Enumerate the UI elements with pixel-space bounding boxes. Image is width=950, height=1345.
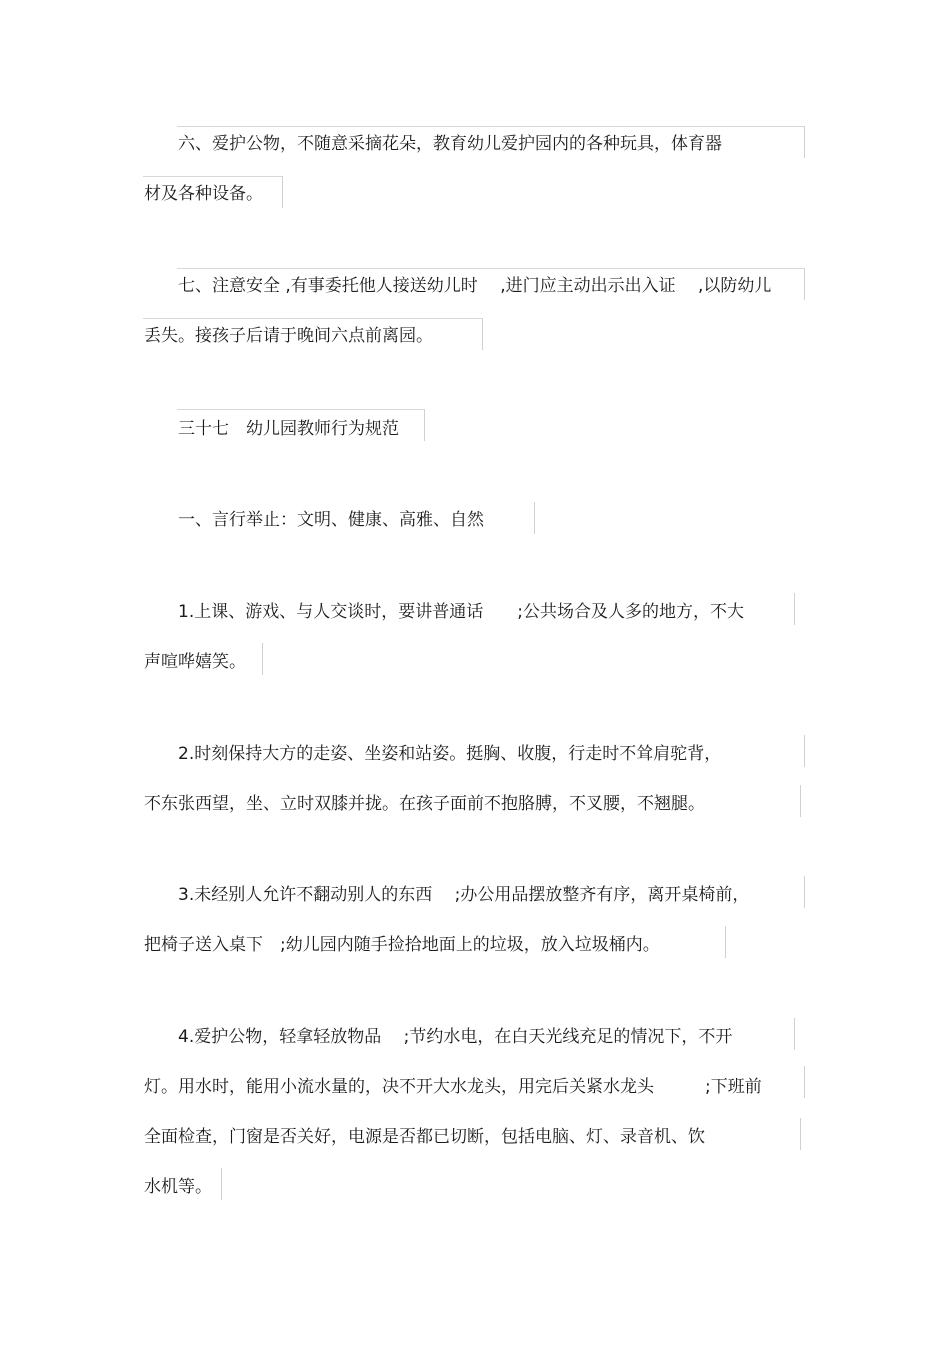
text-line-4: 丢失。接孩子后请于晚间六点前离园。 [144,326,433,346]
rule-v-1 [804,126,805,158]
rule-v-3 [804,268,805,300]
rule-h-3 [177,268,805,269]
subsection-heading: 一、言行举止：文明、健康、高雅、自然 [178,510,484,530]
text-line-12: 把椅子送入桌下 ;幼儿园内随手捡拾地面上的垃圾，放入垃圾桶内。 [144,935,660,955]
rule-v-4 [482,318,483,350]
rule-v-8 [262,643,263,675]
text-line-1: 六、爱护公物，不随意采摘花朵，教育幼儿爱护园内的各种玩具，体育器 [178,134,722,154]
text-line-3: 七、注意安全 ,有事委托他人接送幼儿时 ,进门应主动出示出入证 ,以防幼儿 [178,276,772,296]
text-line-16: 水机等。 [144,1177,212,1197]
rule-h-5 [177,409,425,410]
rule-h-1 [177,126,805,127]
text-line-15: 全面检查，门窗是否关好，电源是否都已切断，包括电脑、灯、录音机、饮 [144,1127,705,1147]
text-line-14: 灯。用水时，能用小流水量的，决不开大水龙头，用完后关紧水龙头 ;下班前 [144,1077,762,1097]
text-line-13: 4.爱护公物，轻拿轻放物品 ;节约水电，在白天光线充足的情况下，不开 [178,1027,733,1047]
rule-v-10 [800,785,801,817]
rule-v-15 [800,1118,801,1150]
rule-v-14 [804,1066,805,1098]
rule-v-5 [424,409,425,441]
text-line-7: 1.上课、游戏、与人交谈时，要讲普通话 ;公共场合及人多的地方，不大 [178,602,744,622]
rule-v-12 [725,926,726,958]
text-line-8: 声喧哗嬉笑。 [144,652,246,672]
rule-v-13 [794,1018,795,1050]
rule-v-9 [804,735,805,767]
text-line-10: 不东张西望，坐、立时双膝并拢。在孩子面前不抱胳膊，不叉腰，不翘腿。 [144,794,705,814]
text-line-11: 3.未经别人允许不翻动别人的东西 ;办公用品摆放整齐有序，离开桌椅前， [178,885,750,905]
rule-h-2 [143,176,283,177]
rule-v-16 [221,1168,222,1200]
rule-v-7 [794,593,795,625]
rule-h-4 [143,318,483,319]
rule-v-2 [282,176,283,208]
rule-v-6 [534,502,535,534]
rule-v-11 [804,876,805,908]
text-line-2: 材及各种设备。 [144,184,263,204]
section-heading: 三十七 幼儿园教师行为规范 [178,419,399,439]
text-line-9: 2.时刻保持大方的走姿、坐姿和站姿。挺胸、收腹，行走时不耸肩驼背， [178,744,722,764]
